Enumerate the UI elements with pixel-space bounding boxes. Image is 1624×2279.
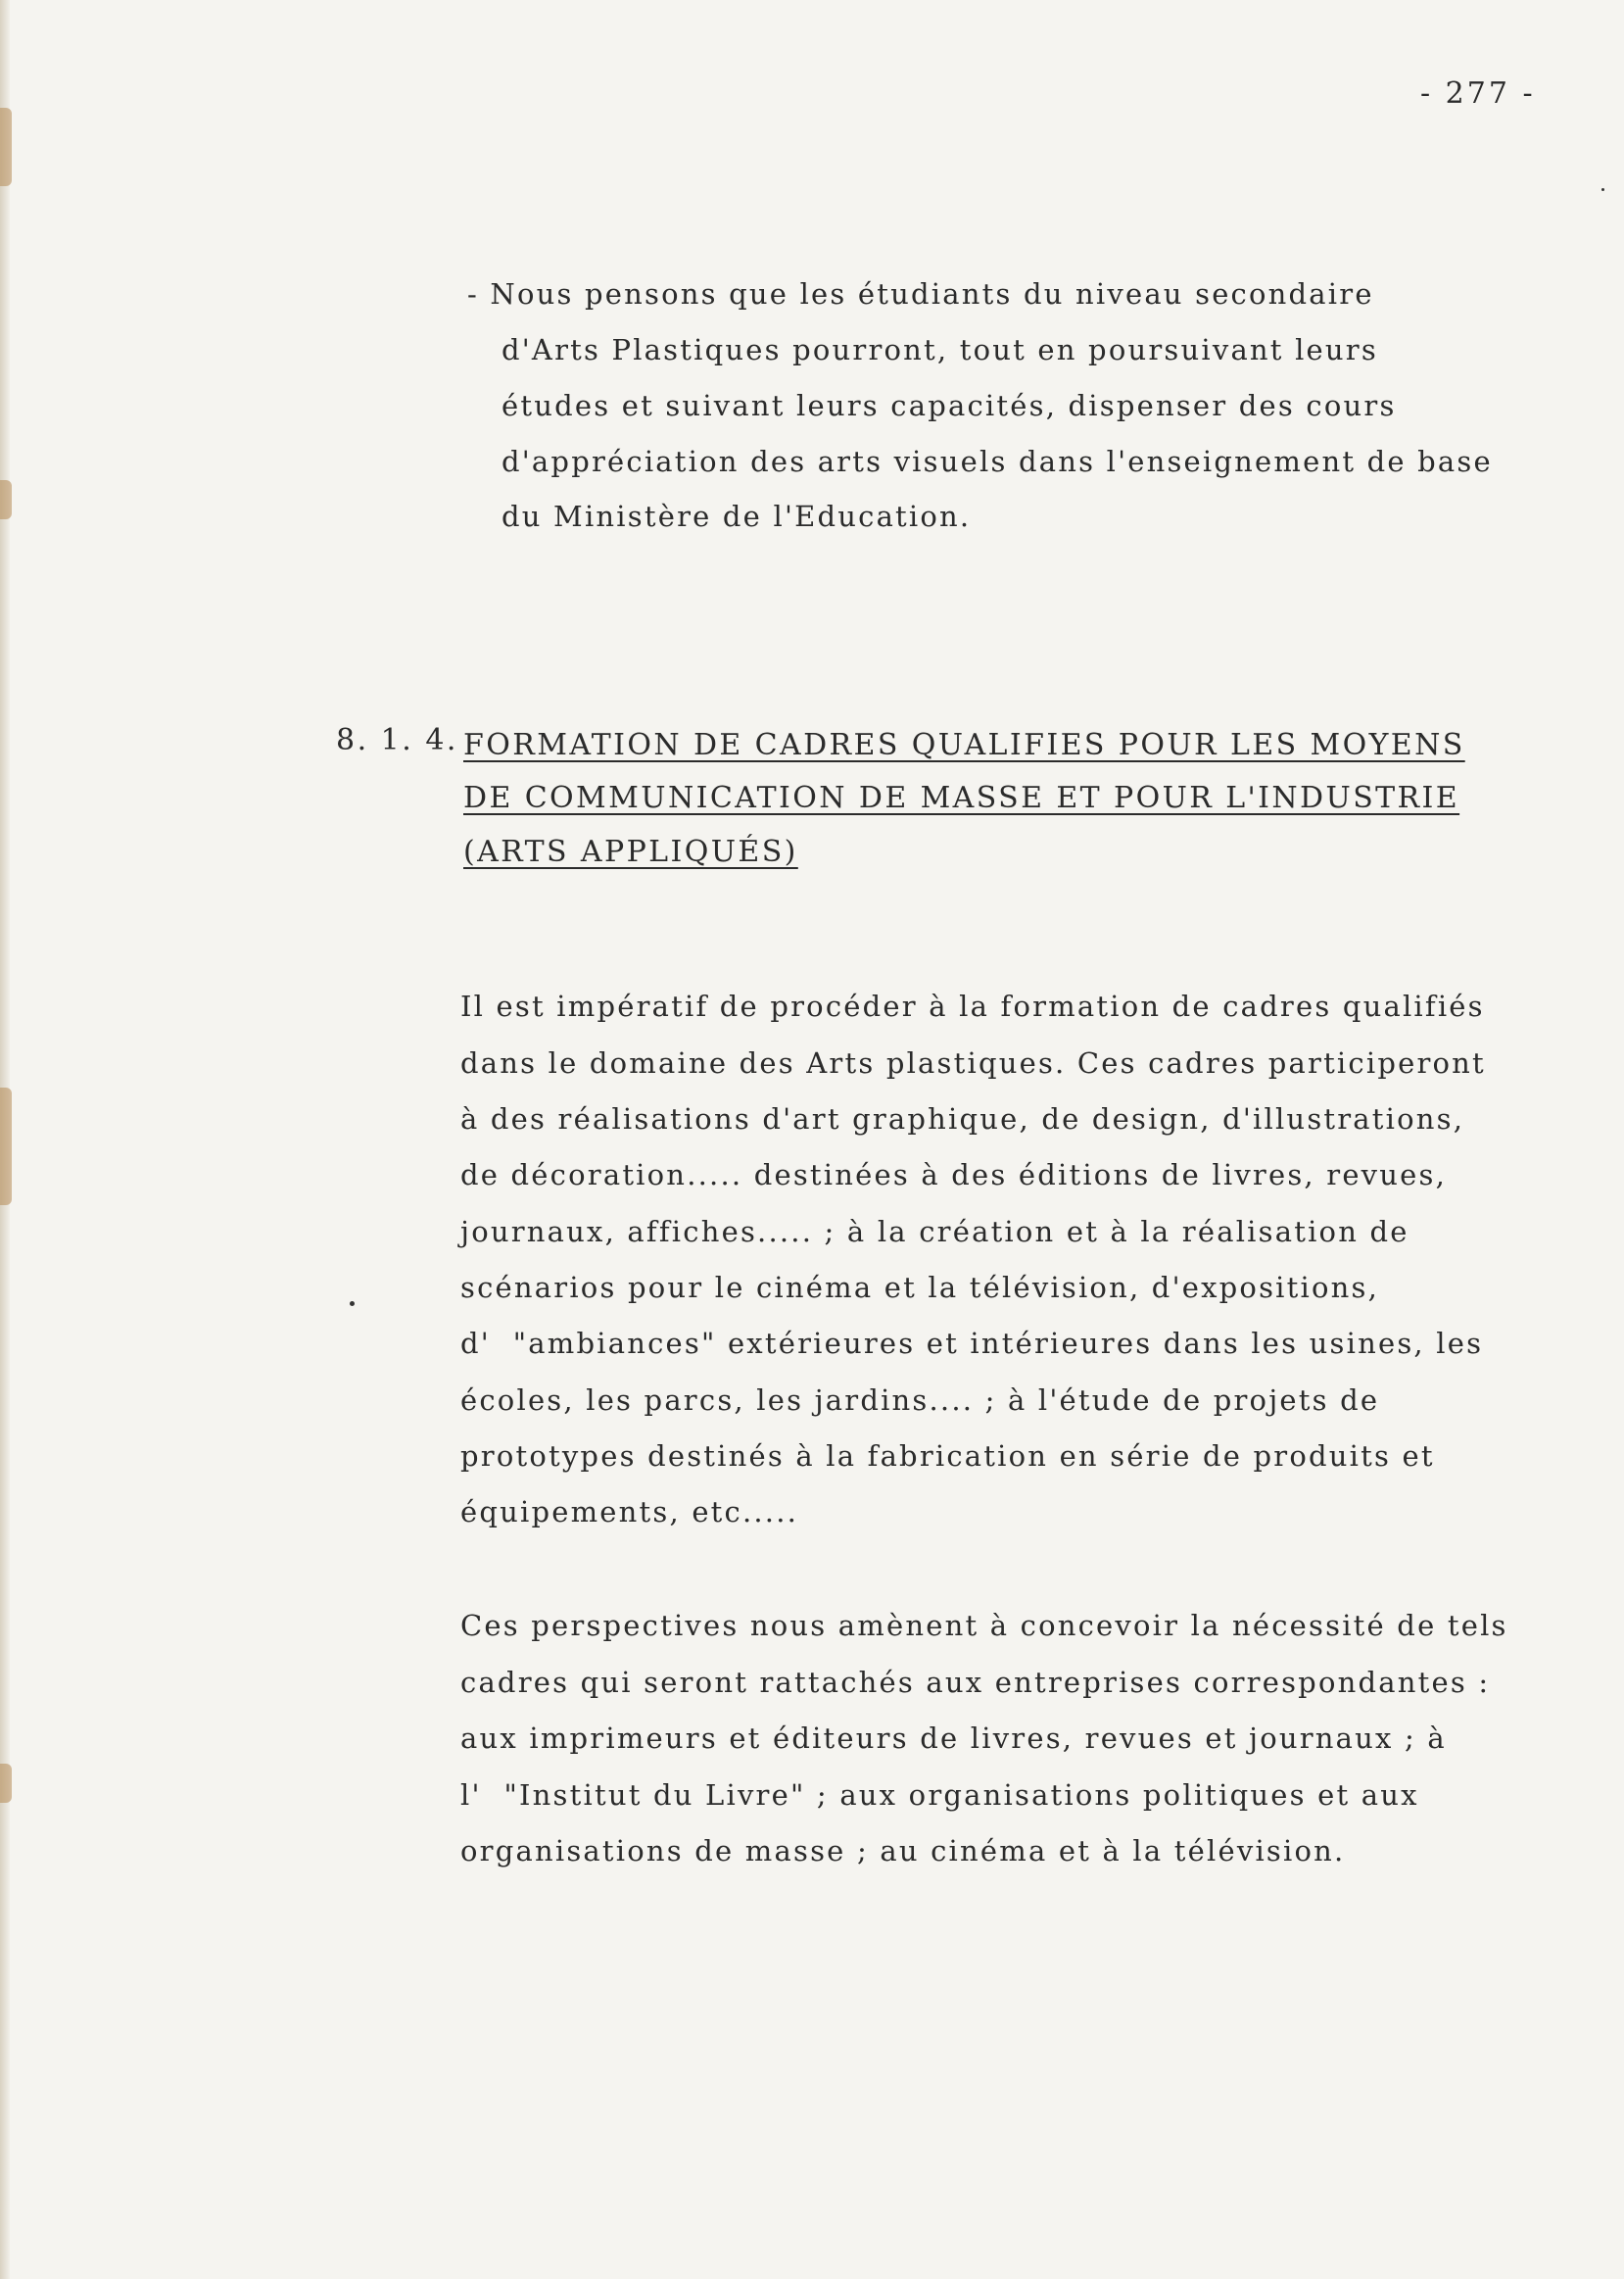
paragraph-1-line: écoles, les parcs, les jardins.... ; à l'étude de projets de bbox=[460, 1383, 1380, 1417]
paragraph-2-line: organisations de masse ; au cinéma et à la télévision. bbox=[460, 1834, 1346, 1867]
paragraph-1-line: d' "ambiances" extérieures et intérieures dans les usines, les bbox=[460, 1327, 1484, 1360]
ink-speck bbox=[1601, 188, 1604, 191]
intro-line: d'appréciation des arts visuels dans l'enseignement de base bbox=[502, 445, 1493, 478]
ink-speck bbox=[350, 1301, 355, 1306]
paragraph-1-line: à des réalisations d'art graphique, de design, d'illustrations, bbox=[460, 1102, 1465, 1136]
intro-line: du Ministère de l'Education. bbox=[502, 500, 972, 533]
intro-line: études et suivant leurs capacités, dispenser des cours bbox=[502, 389, 1397, 422]
paragraph-1-line: de décoration..... destinées à des éditions de livres, revues, bbox=[460, 1158, 1448, 1191]
paragraph-1-line: Il est impératif de procéder à la formation de cadres qualifiés bbox=[460, 990, 1485, 1023]
section-title-line: FORMATION DE CADRES QUALIFIES POUR LES MOYENS bbox=[463, 728, 1465, 762]
paragraph-2-line: cadres qui seront rattachés aux entreprises correspondantes : bbox=[460, 1666, 1491, 1699]
paragraph-2-line: Ces perspectives nous amènent à concevoir la nécessité de tels bbox=[460, 1609, 1508, 1642]
section-title-line: DE COMMUNICATION DE MASSE ET POUR L'INDUSTRIE bbox=[463, 781, 1460, 815]
paragraph-1-line: dans le domaine des Arts plastiques. Ces cadres participeront bbox=[460, 1046, 1486, 1080]
edge-stain bbox=[0, 480, 12, 519]
paragraph-1-line: prototypes destinés à la fabrication en série de produits et bbox=[460, 1439, 1435, 1473]
page-number: - 277 - bbox=[1420, 76, 1536, 111]
paragraph-2-line: l' "Institut du Livre" ; aux organisations politiques et aux bbox=[460, 1778, 1419, 1812]
paragraph-1-line: équipements, etc..... bbox=[460, 1495, 799, 1528]
section-title-line: (ARTS APPLIQUÉS) bbox=[463, 835, 798, 869]
edge-stain bbox=[0, 108, 12, 186]
paragraph-1-line: scénarios pour le cinéma et la télévision, d'expositions, bbox=[460, 1271, 1380, 1304]
paragraph-1-line: journaux, affiches..... ; à la création et à la réalisation de bbox=[460, 1215, 1409, 1248]
section-number: 8. 1. 4. bbox=[336, 723, 458, 757]
edge-stain bbox=[0, 1764, 12, 1803]
intro-line: d'Arts Plastiques pourront, tout en poursuivant leurs bbox=[502, 333, 1378, 366]
edge-stain bbox=[0, 1088, 12, 1205]
intro-line: - Nous pensons que les étudiants du niveau secondaire bbox=[467, 277, 1374, 311]
paragraph-2-line: aux imprimeurs et éditeurs de livres, revues et journaux ; à bbox=[460, 1721, 1447, 1755]
